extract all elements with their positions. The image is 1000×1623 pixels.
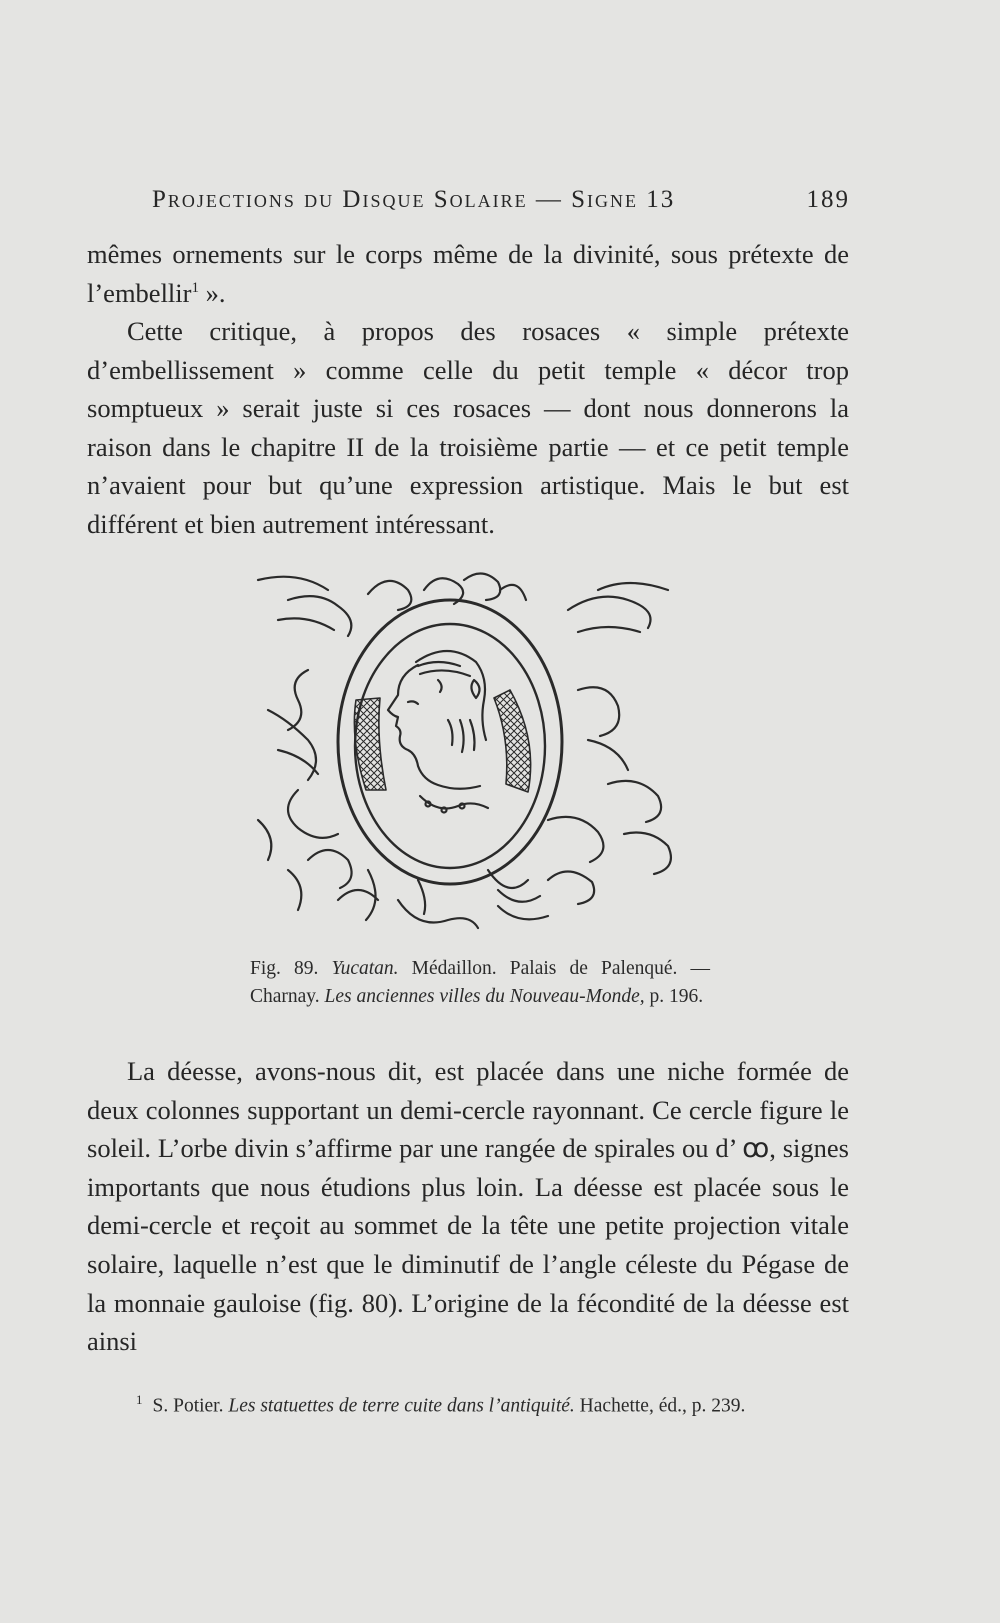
figure-label: Fig. 89. [250, 958, 319, 979]
paragraph-critique: Cette critique, à propos des rosaces « simple prétexte d’embellissement » comme celle du petit temple « décor trop somptueux » serait juste si ces rosaces — dont nous donnerons la raison dans le chapitre II de la troisième partie — et ce petit temple n’avaient pour but qu’une expression artistique. Mais le but est différent et bien autrement intéressant. [87, 316, 849, 539]
figure-place: Yucatan. [331, 958, 399, 979]
figure-page-ref: p. 196. [644, 986, 704, 1007]
paragraph-continued [87, 235, 849, 312]
paragraph-end: ». [199, 277, 226, 308]
paragraph-goddess: La déesse, avons-nous dit, est placée dans une niche formée de deux colonnes supportant un demi-cercle rayonnant. Ce cercle figure le soleil. L’orbe divin s’affirme par une rangée de spirales ou d’ ꝏ, signes importants que nous étudions plus loin. La déesse est placée sous le demi-cercle et reçoit au sommet de la tête une petite projection vitale solaire, laquelle n’est que le diminutif de l’angle céleste du Pégase de la monnaie gauloise (fig. 80). L’origine de la fécondité de la déesse est ainsi [87, 1056, 849, 1357]
footnote-author: S. Potier. [152, 1395, 229, 1417]
figure-description: Médaillon. Palais de Palenqué. — Charnay. [250, 958, 710, 1007]
footnote-mark: 1 [136, 1392, 143, 1407]
footnote-reference: 1 [191, 279, 199, 296]
figure-caption [250, 955, 710, 1011]
footnote [136, 1387, 856, 1420]
figure-work-title: Les anciennes villes du Nouveau-Monde, [324, 986, 645, 1007]
running-header [152, 186, 850, 220]
medallion-illustration [248, 570, 698, 948]
paragraph-text: mêmes ornements sur le corps même de la divinité, sous prétexte de l’embellir [87, 239, 849, 308]
footnote-publisher: Hachette, éd., p. 239. [574, 1395, 746, 1417]
running-title: Projections du Disque Solaire — Signe 13 [152, 186, 676, 213]
footnote-title: Les statuettes de terre cuite dans l’antiquité. [228, 1395, 575, 1417]
page-number: 189 [806, 186, 850, 213]
